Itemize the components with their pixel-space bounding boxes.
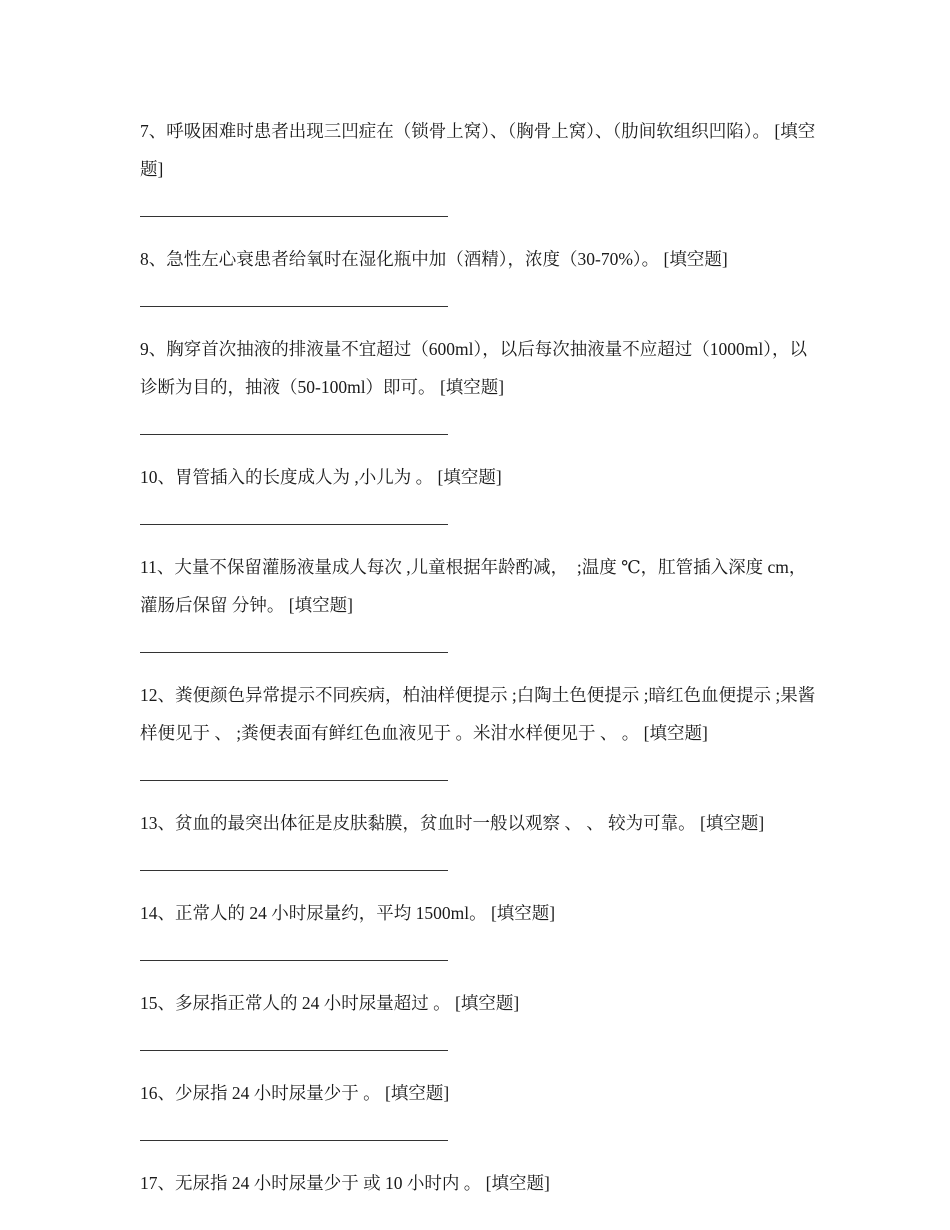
question-text [140,1164,820,1202]
answer-blank-line[interactable] [140,652,448,653]
question-type-tag: [填空题] [437,467,502,487]
question-text [140,548,820,624]
answer-blank-line[interactable] [140,870,448,871]
question-16 [140,1074,820,1141]
question-type-tag: [填空题] [140,121,816,179]
question-type-tag: [填空题] [663,249,728,269]
question-body: 14、正常人的 24 小时尿量约，平均 1500ml。 [140,903,487,923]
question-text [140,458,820,496]
question-body: 16、少尿指 24 小时尿量少于 。 [140,1083,381,1103]
question-text [140,330,820,406]
answer-blank-line[interactable] [140,434,448,435]
question-body: 12、粪便颜色异常提示不同疾病，柏油样便提示 ;白陶土色便提示 ;暗红色血便提示 ;果酱样便见于 、 ;粪便表面有鲜红色血液见于 。米泔水样便见于 、 。 [140,685,816,743]
question-type-tag: [填空题] [455,993,520,1013]
question-text [140,984,820,1022]
question-text [140,804,820,842]
question-9 [140,330,820,435]
question-type-tag: [填空题] [288,595,353,615]
question-text [140,1074,820,1112]
answer-blank-line[interactable] [140,524,448,525]
question-text [140,240,820,278]
question-8 [140,240,820,307]
question-type-tag: [填空题] [643,723,708,743]
question-type-tag: [填空题] [490,903,556,923]
question-11 [140,548,820,653]
question-10 [140,458,820,525]
question-body: 17、无尿指 24 小时尿量少于 或 10 小时内 。 [140,1173,482,1193]
question-14 [140,894,820,961]
question-body: 11、大量不保留灌肠液量成人每次 ,儿童根据年龄酌减， ;温度 ℃，肛管插入深度 cm，灌肠后保留 分钟。 [140,557,807,615]
question-type-tag: [填空题] [439,377,505,397]
question-13 [140,804,820,871]
question-type-tag: [填空题] [485,1173,550,1193]
answer-blank-line[interactable] [140,780,448,781]
question-7 [140,112,820,217]
question-17 [140,1164,820,1202]
question-body: 8、急性左心衰患者给氧时在湿化瓶中加（酒精），浓度（30-70%）。 [140,249,660,269]
answer-blank-line[interactable] [140,1050,448,1051]
question-body: 13、贫血的最突出体征是皮肤黏膜，贫血时一般以观察 、 、 较为可靠。 [140,813,696,833]
answer-blank-line[interactable] [140,306,448,307]
answer-blank-line[interactable] [140,960,448,961]
question-type-tag: [填空题] [385,1083,450,1103]
question-text [140,894,820,932]
question-body: 7、呼吸困难时患者出现三凹症在（锁骨上窝）、（胸骨上窝）、（肋间软组织凹陷）。 [140,121,770,141]
question-text [140,112,820,188]
answer-blank-line[interactable] [140,216,448,217]
question-body: 10、胃管插入的长度成人为 ,小儿为 。 [140,467,434,487]
question-text [140,676,820,752]
question-15 [140,984,820,1051]
question-12 [140,676,820,781]
answer-blank-line[interactable] [140,1140,448,1141]
question-type-tag: [填空题] [700,813,765,833]
question-body: 15、多尿指正常人的 24 小时尿量超过 。 [140,993,451,1013]
question-body: 9、胸穿首次抽液的排液量不宜超过（600ml），以后每次抽液量不应超过（1000ml），以诊断为目的，抽液（50-100ml）即可。 [140,339,807,397]
